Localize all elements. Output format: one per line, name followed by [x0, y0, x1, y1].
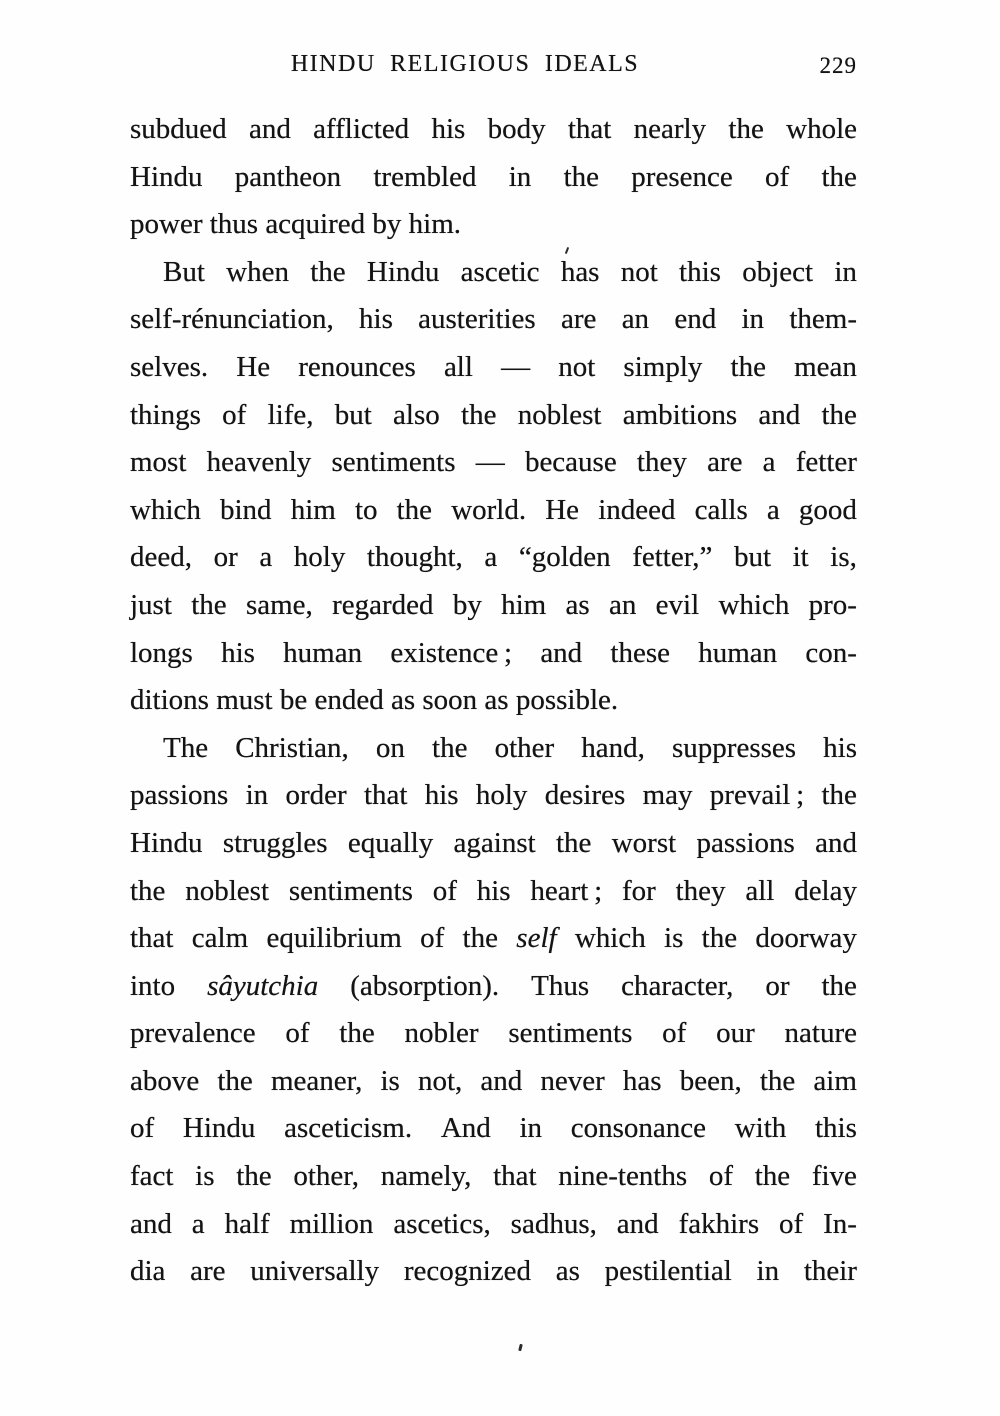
- text-line: of Hindu asceticism. And in consonance with this: [130, 1112, 857, 1145]
- running-header: [0, 48, 1000, 84]
- text-line: deed, or a holy thought, a “golden fetter,” but it is,: [130, 541, 857, 574]
- text-line: power thus acquired by him.: [130, 208, 462, 241]
- text-line: and a half million ascetics, sadhus, and fakhirs of In-: [130, 1207, 857, 1240]
- text-line: subdued and afflicted his body that nearly the whole: [130, 113, 857, 145]
- text-line: passions in order that his holy desires may prevail ; the: [130, 779, 857, 812]
- text-line: But when the Hindu ascetic has not this object in: [163, 255, 857, 288]
- text-line: The Christian, on the other hand, suppresses his: [163, 731, 857, 764]
- text-line: prevalence of the nobler sentiments of our nature: [130, 1017, 857, 1050]
- text-line: fact is the other, namely, that nine-tenths of the five: [130, 1160, 857, 1193]
- text-line: most heavenly sentiments — because they are a fetter: [130, 446, 857, 479]
- text-line: self-rénunciation, his austerities are an end in them-: [130, 303, 857, 336]
- text-line: Hindu pantheon trembled in the presence of the: [130, 160, 857, 193]
- text-line: above the meaner, is not, and never has been, the aim: [130, 1064, 857, 1097]
- text-line: that calm equilibrium of the self which is the doorway: [130, 922, 857, 955]
- text-line: just the same, regarded by him as an evil which pro-: [130, 588, 857, 621]
- text-line: dia are universally recognized as pestilential in their: [130, 1255, 857, 1288]
- text-line: longs his human existence ; and these human con-: [130, 636, 857, 669]
- text-line: the noblest sentiments of his heart ; for they all delay: [130, 874, 857, 907]
- ink-speck: [518, 1344, 523, 1352]
- text-line: ditions must be ended as soon as possible.: [130, 684, 619, 717]
- text-block: [130, 106, 857, 1296]
- page-number: 229: [819, 53, 857, 78]
- page-title: HINDU RELIGIOUS IDEALS: [290, 51, 640, 77]
- text-line: Hindu struggles equally against the worst passions and: [130, 826, 857, 859]
- text-line: which bind him to the world. He indeed calls a good: [130, 493, 857, 526]
- text-line: into sâyutchia (absorption). Thus character, or the: [130, 969, 857, 1002]
- text-line: things of life, but also the noblest ambitions and the: [130, 398, 857, 431]
- text-line: selves. He renounces all — not simply the mean: [130, 350, 857, 383]
